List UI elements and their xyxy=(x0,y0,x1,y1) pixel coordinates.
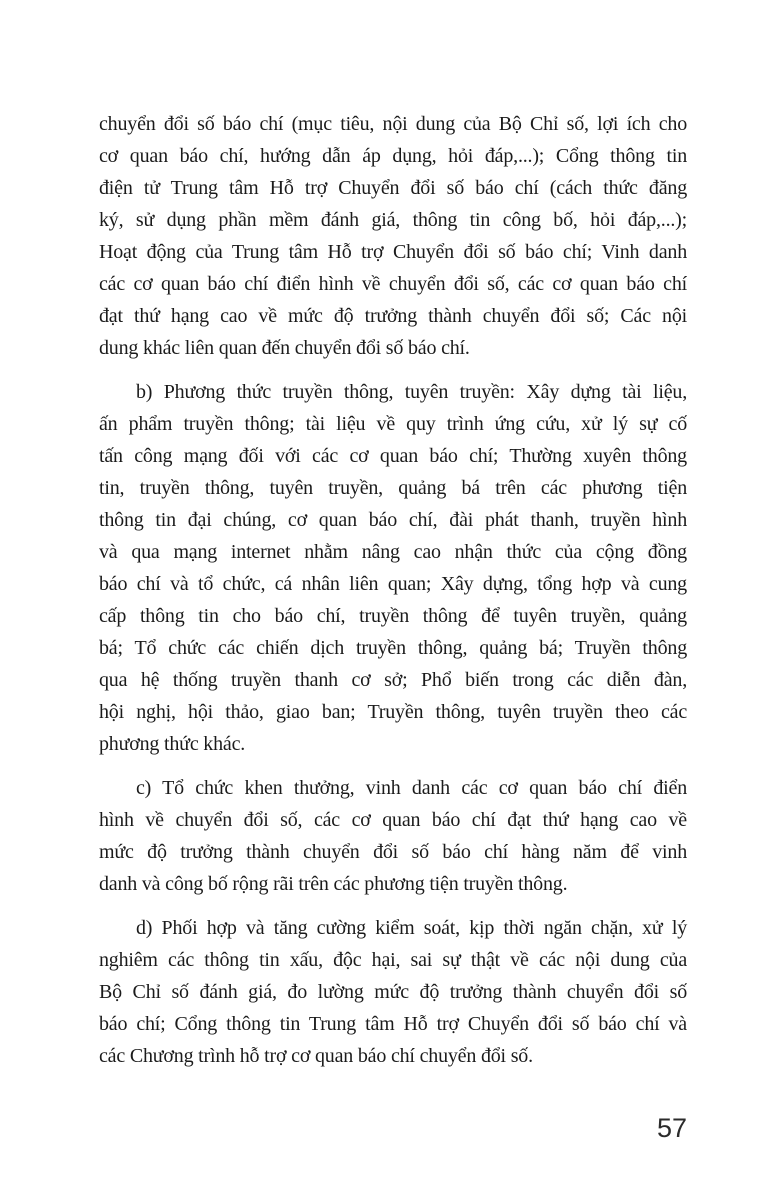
text-line: các Chương trình hỗ trợ cơ quan báo chí chuyển đổi số. xyxy=(99,1045,533,1067)
text-line: hình về chuyển đổi số, các cơ quan báo chí đạt thứ hạng cao về xyxy=(99,809,687,831)
para-c xyxy=(99,772,687,900)
text-line: các cơ quan báo chí điển hình về chuyển đổi số, các cơ quan báo chí xyxy=(99,273,687,295)
text-line: báo chí và tổ chức, cá nhân liên quan; Xây dựng, tổng hợp và cung xyxy=(99,573,687,595)
page-number: 57 xyxy=(656,1113,687,1143)
text-line: Hoạt động của Trung tâm Hỗ trợ Chuyển đổi số báo chí; Vinh danh xyxy=(99,241,687,263)
text-line: cấp thông tin cho báo chí, truyền thông để tuyên truyền, quảng xyxy=(99,605,687,627)
text-line: ký, sử dụng phần mềm đánh giá, thông tin công bố, hỏi đáp,...); xyxy=(99,209,687,231)
page-text xyxy=(99,108,687,1072)
para-d xyxy=(99,912,687,1072)
text-line: nghiêm các thông tin xấu, độc hại, sai sự thật về các nội dung của xyxy=(99,949,687,971)
text-line: bá; Tổ chức các chiến dịch truyền thông, quảng bá; Truyền thông xyxy=(99,637,687,659)
text-line: c) Tổ chức khen thưởng, vinh danh các cơ quan báo chí điển xyxy=(136,777,687,799)
text-line: qua hệ thống truyền thanh cơ sở; Phổ biến trong các diễn đàn, xyxy=(99,669,687,691)
text-line: d) Phối hợp và tăng cường kiểm soát, kịp thời ngăn chặn, xử lý xyxy=(136,917,687,939)
para-continuation xyxy=(99,108,687,364)
text-line: đạt thứ hạng cao về mức độ trưởng thành chuyển đổi số; Các nội xyxy=(99,305,687,327)
text-line: chuyển đổi số báo chí (mục tiêu, nội dung của Bộ Chỉ số, lợi ích cho xyxy=(99,113,687,135)
para-b xyxy=(99,376,687,760)
text-line: Bộ Chỉ số đánh giá, đo lường mức độ trưởng thành chuyển đổi số xyxy=(99,981,687,1003)
text-line: phương thức khác. xyxy=(99,733,246,755)
text-line: tin, truyền thông, tuyên truyền, quảng bá trên các phương tiện xyxy=(99,477,687,499)
text-line: cơ quan báo chí, hướng dẫn áp dụng, hỏi đáp,...); Cổng thông tin xyxy=(99,145,687,167)
text-line: và qua mạng internet nhằm nâng cao nhận thức của cộng đồng xyxy=(99,541,687,563)
text-line: thông tin đại chúng, cơ quan báo chí, đài phát thanh, truyền hình xyxy=(99,509,687,531)
text-line: điện tử Trung tâm Hỗ trợ Chuyển đổi số báo chí (cách thức đăng xyxy=(99,177,687,199)
text-line: tấn công mạng đối với các cơ quan báo chí; Thường xuyên thông xyxy=(99,445,687,467)
text-line: hội nghị, hội thảo, giao ban; Truyền thông, tuyên truyền theo các xyxy=(99,701,687,723)
text-line: báo chí; Cổng thông tin Trung tâm Hỗ trợ Chuyển đổi số báo chí và xyxy=(99,1013,687,1035)
text-line: b) Phương thức truyền thông, tuyên truyền: Xây dựng tài liệu, xyxy=(136,381,687,403)
text-line: mức độ trưởng thành chuyển đổi số báo chí hàng năm để vinh xyxy=(99,841,687,863)
text-line: danh và công bố rộng rãi trên các phương tiện truyền thông. xyxy=(99,873,568,895)
text-line: ấn phẩm truyền thông; tài liệu về quy trình ứng cứu, xử lý sự cố xyxy=(99,413,687,435)
text-line: dung khác liên quan đến chuyển đổi số báo chí. xyxy=(99,337,470,359)
